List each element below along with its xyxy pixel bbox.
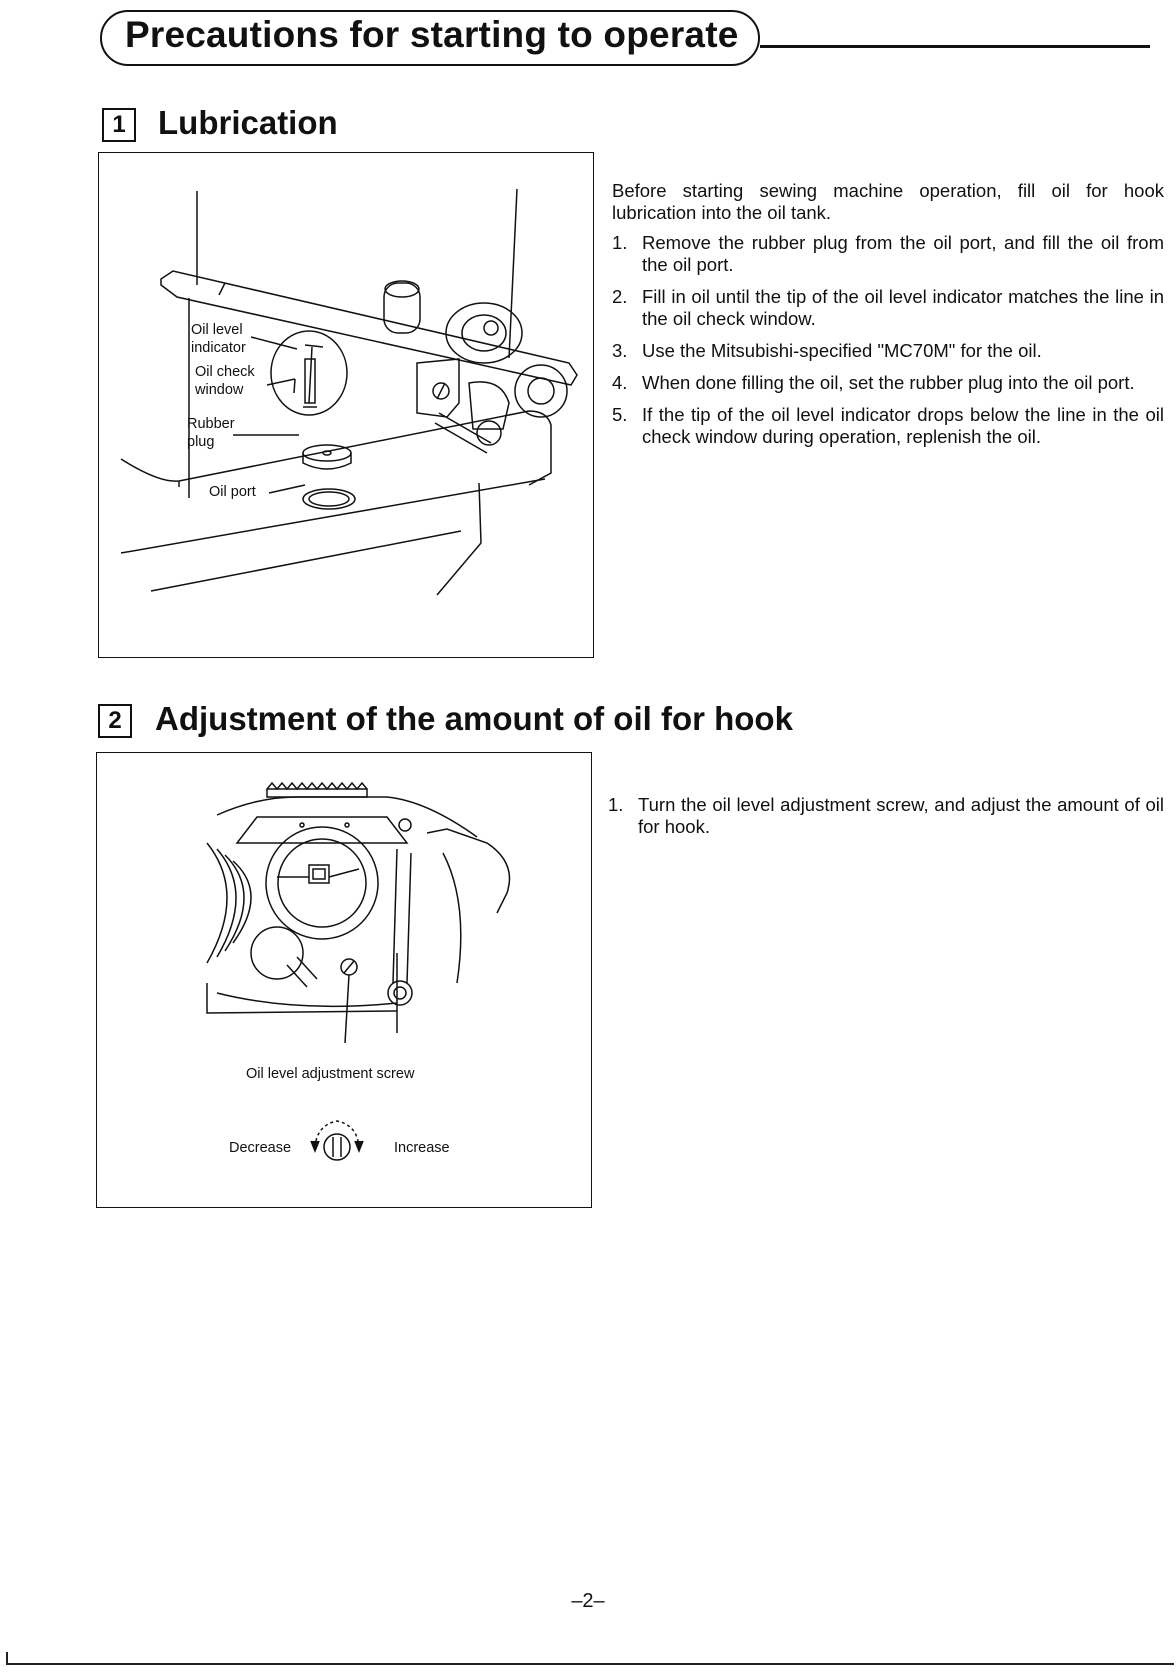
header-rule [760, 45, 1150, 48]
label-rubber-plug: Rubber plug [187, 416, 235, 450]
list-item: 5. If the tip of the oil level indicator drops below the line in the oil check window during operation, replenish the oil. [612, 404, 1164, 447]
label-oil-port: Oil port [209, 484, 256, 500]
section-2-title: Adjustment of the amount of oil for hook [155, 700, 793, 737]
list-item: 3. Use the Mitsubishi-specified "MC70M" for the oil. [612, 340, 1042, 361]
label-oil-level-adjustment-screw: Oil level adjustment screw [246, 1066, 415, 1082]
lubrication-illustration [99, 153, 595, 659]
label-oil-check-window: Oil check window [195, 364, 255, 398]
lubrication-figure [98, 152, 594, 658]
footer-rule [6, 1663, 1174, 1665]
list-item: 4. When done filling the oil, set the rubber plug into the oil port. [612, 372, 1135, 393]
label-decrease: Decrease [229, 1140, 292, 1156]
label-oil-level-indicator: Oil level indicator [191, 322, 246, 356]
hook-oil-figure [96, 752, 592, 1208]
page-number: –2– [571, 1590, 605, 1612]
section-2-number: 2 [98, 704, 132, 738]
page-title: Precautions for starting to operate [125, 14, 739, 55]
lubrication-intro: Before starting sewing machine operation, fill oil for hook lubrication into the oil tank. [612, 180, 1164, 223]
section-1-title: Lubrication [158, 104, 338, 141]
lubrication-steps [612, 232, 1164, 458]
hook-oil-steps [608, 794, 1164, 848]
list-item: 1. Remove the rubber plug from the oil port, and fill the oil from the oil port. [612, 232, 1164, 275]
label-increase: Increase [394, 1140, 450, 1156]
hook-illustration [97, 753, 593, 1209]
list-item: 1. Turn the oil level adjustment screw, and adjust the amount of oil for hook. [608, 794, 1164, 837]
section-1-number: 1 [102, 108, 136, 142]
list-item: 2. Fill in oil until the tip of the oil level indicator matches the line in the oil check window. [612, 286, 1164, 329]
